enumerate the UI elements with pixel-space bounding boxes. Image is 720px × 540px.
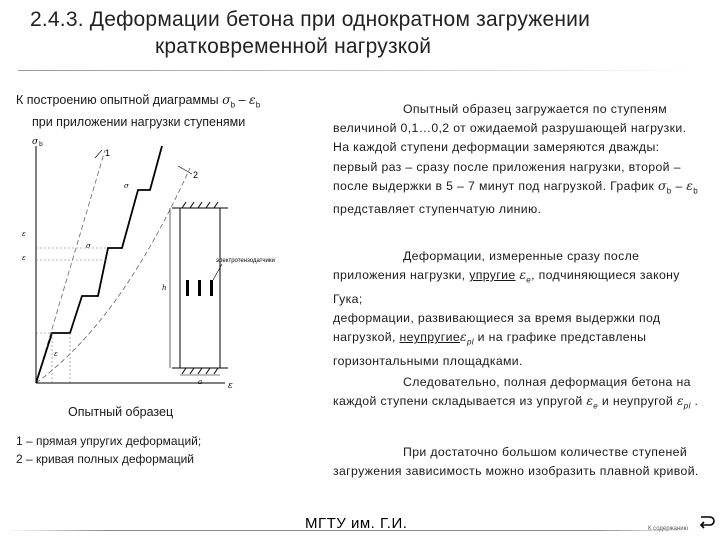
y-axis-label-sub: b xyxy=(39,141,43,148)
top-hatch xyxy=(182,202,218,208)
gauge-label: электротензодатчики xyxy=(216,258,275,264)
p1-eps: ε xyxy=(686,178,694,193)
curve-1-leader xyxy=(95,150,102,158)
strain-gauge-center xyxy=(198,280,201,296)
return-arrow-icon xyxy=(698,513,716,529)
slide-title xyxy=(20,6,710,60)
p4-text: При достаточно большом количестве ступеней загружения зависимость можно изобразить плавной кривой. xyxy=(333,445,699,479)
caption-sigma-sub: b xyxy=(230,100,236,110)
p2-elastic-term: упругие xyxy=(469,268,516,283)
p3-text-end: . xyxy=(690,394,699,409)
p2-text: Деформации, измеренные сразу после приложения нагрузки, xyxy=(333,249,640,283)
p2-eps-e-sub: e xyxy=(526,275,532,285)
p3-text-2: и неупругой xyxy=(598,394,677,409)
title-divider xyxy=(18,70,700,71)
height-label: h xyxy=(162,284,167,292)
step-label-top: σ xyxy=(124,182,129,190)
diagram-caption xyxy=(16,92,336,130)
p2-inelastic-term: неупругие xyxy=(399,330,461,345)
caption-eps-sub: b xyxy=(255,100,261,110)
paragraph-deformation-types xyxy=(333,247,705,371)
p1-sigma-sub: b xyxy=(666,186,672,196)
curve-1-label: 1 xyxy=(105,148,111,158)
bottom-hatch xyxy=(182,368,218,374)
caption-eps: ε xyxy=(249,92,256,107)
slide-title-line2: кратковременной нагрузкой xyxy=(155,35,432,58)
eps-label-2: ε xyxy=(22,254,26,262)
x-axis-label: ε xyxy=(228,381,233,391)
p3-eps-e-sub: e xyxy=(593,401,599,411)
paragraph-total-deformation xyxy=(333,373,705,416)
p3-text: Следовательно, полная деформация бетона на каждой ступени складывается из упругой xyxy=(333,375,691,409)
p2-text-3: деформации, развивающиеся за время выдержки под нагрузкой, xyxy=(333,311,661,345)
p2-text-2: , подчиняющиеся закону Гука; xyxy=(333,268,680,306)
return-label: К содержанию xyxy=(648,526,689,532)
y-axis-label: σ xyxy=(32,137,39,147)
strain-gauge-left xyxy=(186,280,189,296)
curve-2-label: 2 xyxy=(193,170,199,180)
width-label: a xyxy=(198,378,203,386)
caption-dash: – xyxy=(235,93,250,107)
p1-text-end: представляет ступенчатую линию. xyxy=(333,202,542,217)
legend-item-2: 2 – кривая полных деформаций xyxy=(16,452,194,466)
specimen-label: Опытный образец xyxy=(68,405,174,419)
paragraph-loading-procedure xyxy=(333,100,705,220)
eps-pl-label: ε xyxy=(22,230,26,238)
step-label-mid: σ xyxy=(86,242,91,250)
full-deformation-curve xyxy=(36,168,190,383)
caption-text: К построению опытной диаграммы xyxy=(16,93,223,107)
p1-dash: – xyxy=(671,178,687,193)
legend-item-1: 1 – прямая упругих деформаций; xyxy=(16,434,202,448)
stress-strain-diagram xyxy=(10,128,330,398)
p2-eps-pl: ε xyxy=(460,330,467,345)
caption-line2: при приложении нагрузки ступенями xyxy=(32,114,246,129)
slide-title-line1: 2.4.3. Деформации бетона при однократном загружении xyxy=(30,8,591,31)
footer-university: МГТУ им. Г.И. xyxy=(305,515,408,532)
paragraph-smooth-curve xyxy=(333,443,705,481)
curve-2-leader xyxy=(178,166,192,174)
p1-text: Опытный образец загружается по ступеням величиной 0,1…0,2 от ожидаемой разрушающей нагрузки. На каждой ступени деформации замеряются дважды: первый раз – сразу после приложения нагрузки, второй – после выдержки в 5 – 7 минут под нагрузкой. График xyxy=(333,102,687,193)
p1-sigma: σ xyxy=(657,178,667,193)
p3-eps-pl: ε xyxy=(676,394,684,409)
return-to-contents-button[interactable] xyxy=(648,513,718,537)
p2-text-4: и на графике представлены горизонтальными площадками. xyxy=(333,330,647,368)
diagram-legend xyxy=(16,432,316,468)
p1-eps-sub: b xyxy=(693,186,699,196)
p3-eps-pl-sub: pl xyxy=(683,401,691,411)
caption-sigma: σ xyxy=(222,92,231,107)
eps-label-3: ε xyxy=(54,350,58,358)
p3-eps-e: ε xyxy=(586,394,594,409)
strain-gauge-right xyxy=(210,280,213,296)
p2-eps-pl-sub: pl xyxy=(466,337,474,347)
stepped-stress-strain-line xyxy=(36,146,162,383)
p2-eps-e: ε xyxy=(519,268,527,283)
